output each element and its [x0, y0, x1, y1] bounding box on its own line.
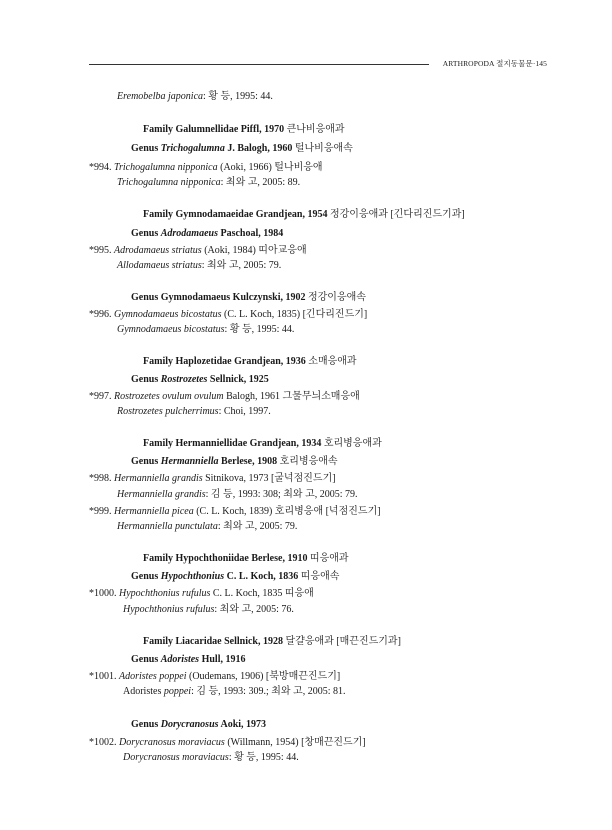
- text-segment: Genus: [131, 374, 161, 385]
- text-segment: Family Haplozetidae Grandjean, 1936: [143, 356, 309, 367]
- header-title: ARTHROPODA 절지동물문·145: [442, 59, 547, 68]
- text-segment: C. L. Koch, 1836: [224, 571, 301, 582]
- text-segment: *998.: [89, 473, 114, 484]
- text-segment: : 황 등, 1995: 44.: [228, 752, 299, 763]
- text-segment: Adrodamaeus striatus: [114, 245, 202, 256]
- taxon-heading: [131, 571, 339, 583]
- text-segment: Family Hermanniellidae Grandjean, 1934: [143, 438, 324, 449]
- taxon-heading: [131, 228, 283, 240]
- text-segment: : 황 등, 1995: 44.: [203, 91, 273, 102]
- text-segment: Hermanniella grandis: [114, 473, 203, 484]
- text-segment: : 김 등, 1993: 309.; 최와 고, 2005: 81.: [191, 686, 346, 697]
- text-segment: (Aoki, 1984) 띠아교응애: [201, 245, 307, 256]
- text-segment: *999.: [89, 506, 114, 517]
- page-number: 145: [535, 59, 547, 68]
- text-segment: : 최와 고, 2005: 89.: [220, 177, 301, 188]
- text-segment: Family Gymnodamaeidae Grandjean, 1954: [143, 209, 330, 220]
- taxon-heading: [131, 292, 366, 304]
- text-segment: 띠응애속: [300, 571, 340, 582]
- taxon-heading: [131, 456, 338, 468]
- text-segment: Hermanniella: [160, 456, 219, 467]
- taxon-heading: [143, 553, 349, 565]
- text-segment: Sellnick, 1925: [207, 374, 269, 385]
- synonym-citation: [117, 177, 300, 189]
- text-segment: : 최와 고, 2005: 79.: [201, 260, 282, 271]
- text-segment: Family Galumnellidae Piffl, 1970: [143, 124, 287, 135]
- synonym-citation: [117, 324, 294, 336]
- synonym-citation: [117, 91, 273, 103]
- text-segment: Genus: [131, 143, 161, 154]
- text-segment: *1001.: [89, 671, 119, 682]
- text-segment: Dorycranosus moraviacus: [119, 737, 225, 748]
- text-segment: Balogh, 1961 그물무늬소매응애: [223, 391, 360, 402]
- species-entry: [89, 506, 381, 518]
- synonym-citation: [117, 489, 358, 501]
- synonym-citation: [123, 604, 294, 616]
- text-segment: Genus: [131, 654, 161, 665]
- header-rule: [89, 64, 429, 65]
- text-segment: *995.: [89, 245, 114, 256]
- text-segment: Rostrozetes pulcherrimus: [117, 406, 219, 417]
- text-segment: Paschoal, 1984: [217, 228, 284, 239]
- text-segment: Trichogalumna nipponica: [117, 177, 221, 188]
- text-segment: : 황 등, 1995: 44.: [224, 324, 295, 335]
- text-segment: 호리병응애과: [323, 438, 382, 449]
- journal-korean-name: 절지동물문: [496, 59, 533, 68]
- text-segment: poppei: [163, 686, 192, 697]
- text-segment: Hermanniella grandis: [117, 489, 206, 500]
- text-segment: Family Liacaridae Sellnick, 1928: [143, 636, 286, 647]
- text-segment: (Aoki, 1966) 털나비응애: [217, 162, 323, 173]
- text-segment: (C. L. Koch, 1839) 호리병응애 [넉점진드기]: [193, 506, 381, 517]
- species-entry: [89, 391, 360, 403]
- text-segment: Trichogalumna nipponica: [114, 162, 218, 173]
- species-entry: [89, 245, 307, 257]
- text-segment: 털나비응애속: [294, 143, 353, 154]
- text-segment: : 최와 고, 2005: 76.: [214, 604, 294, 615]
- text-segment: (Willmann, 1954) [창매끈진드기]: [224, 737, 366, 748]
- text-segment: 정강이응애속: [307, 292, 366, 303]
- text-segment: Genus: [131, 456, 161, 467]
- text-segment: 호리병응애속: [279, 456, 338, 467]
- text-segment: *994.: [89, 162, 114, 173]
- journal-name: ARTHROPODA: [442, 59, 495, 68]
- text-segment: *1000.: [89, 588, 119, 599]
- text-segment: 달걀응애과 [매끈진드기과]: [285, 636, 401, 647]
- text-segment: (Oudemans, 1906) [북방매끈진드기]: [186, 671, 341, 682]
- text-segment: Hypochthonius rufulus: [123, 604, 215, 615]
- synonym-citation: [117, 521, 297, 533]
- text-segment: Hermanniella picea: [114, 506, 194, 517]
- text-segment: Adoristes poppei: [119, 671, 187, 682]
- text-segment: Hull, 1916: [199, 654, 246, 665]
- text-segment: : Choi, 1997.: [218, 406, 271, 417]
- text-segment: Aoki, 1973: [218, 719, 267, 730]
- species-entry: [89, 162, 323, 174]
- text-segment: Dorycranosus: [160, 719, 219, 730]
- taxon-heading: [131, 654, 245, 666]
- taxon-heading: [143, 636, 401, 648]
- text-segment: 띠응애과: [309, 553, 349, 564]
- taxon-heading: [131, 143, 353, 155]
- text-segment: Allodamaeus striatus: [117, 260, 202, 271]
- text-segment: Rostrozetes: [160, 374, 208, 385]
- text-segment: Gymnodamaeus bicostatus: [117, 324, 225, 335]
- text-segment: Genus: [131, 719, 161, 730]
- species-entry: [89, 588, 314, 600]
- taxon-heading: [143, 356, 357, 368]
- species-entry: [89, 473, 336, 485]
- species-entry: [89, 671, 340, 683]
- taxon-heading: [143, 124, 345, 136]
- taxon-heading: [143, 209, 465, 221]
- taxon-heading: [131, 374, 269, 386]
- taxon-heading: [131, 719, 266, 731]
- text-segment: 큰나비응애과: [286, 124, 345, 135]
- text-segment: (C. L. Koch, 1835) [긴다리진드기]: [221, 309, 368, 320]
- species-entry: [89, 309, 367, 321]
- text-segment: Hypochthonius: [160, 571, 225, 582]
- text-segment: Hermanniella punctulata: [117, 521, 218, 532]
- text-segment: *996.: [89, 309, 114, 320]
- synonym-citation: [123, 686, 345, 698]
- text-segment: J. Balogh, 1960: [224, 143, 295, 154]
- text-segment: : 김 등, 1993: 308; 최와 고, 2005: 79.: [205, 489, 358, 500]
- text-segment: Adoristes: [123, 686, 164, 697]
- text-segment: 정강이응애과 [긴다리진드기과]: [329, 209, 465, 220]
- text-segment: Genus: [131, 228, 161, 239]
- text-segment: Adrodamaeus: [160, 228, 218, 239]
- text-segment: Genus: [131, 571, 161, 582]
- text-segment: Hypochthonius rufulus: [119, 588, 211, 599]
- text-segment: Dorycranosus moraviacus: [123, 752, 229, 763]
- text-segment: *997.: [89, 391, 114, 402]
- synonym-citation: [123, 752, 299, 764]
- text-segment: Eremobelba japonica: [117, 91, 204, 102]
- text-segment: Gymnodamaeus bicostatus: [114, 309, 222, 320]
- text-segment: Adoristes: [160, 654, 200, 665]
- species-entry: [89, 737, 366, 749]
- text-segment: Genus Gymnodamaeus Kulczynski, 1902: [131, 292, 308, 303]
- text-segment: Trichogalumna: [160, 143, 225, 154]
- synonym-citation: [117, 260, 281, 272]
- text-segment: Berlese, 1908: [218, 456, 280, 467]
- text-segment: : 최와 고, 2005: 79.: [217, 521, 298, 532]
- text-segment: Sitnikova, 1973 [굴넉점진드기]: [202, 473, 336, 484]
- taxon-heading: [143, 438, 382, 450]
- synonym-citation: [117, 406, 271, 418]
- running-header: [89, 58, 547, 70]
- text-segment: Family Hypochthoniidae Berlese, 1910: [143, 553, 310, 564]
- text-segment: C. L. Koch, 1835 띠응애: [210, 588, 314, 599]
- text-segment: 소매응애과: [308, 356, 357, 367]
- text-segment: *1002.: [89, 737, 119, 748]
- text-segment: Rostrozetes ovulum ovulum: [114, 391, 224, 402]
